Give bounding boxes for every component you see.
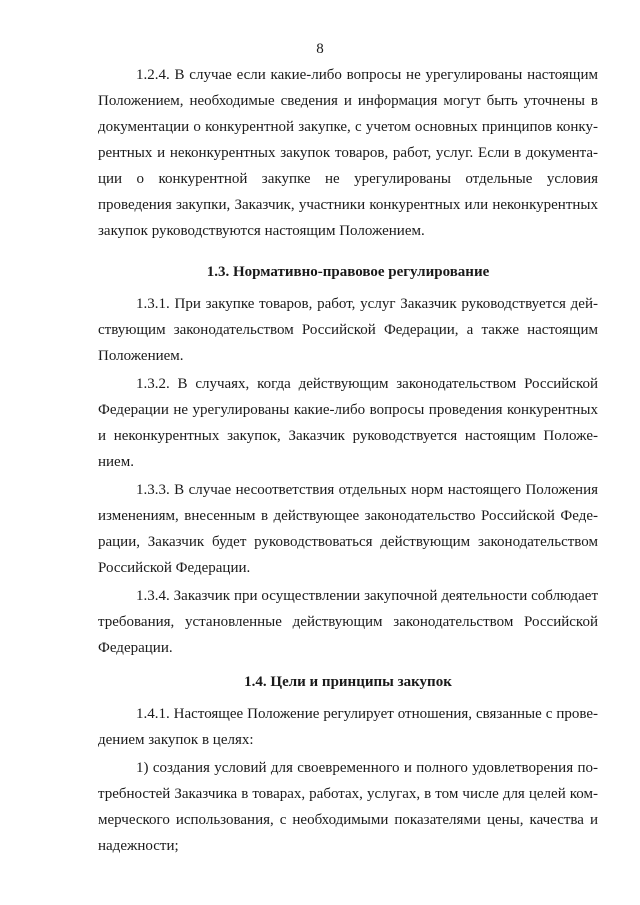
paragraph-1-2-4: 1.2.4. В случае если какие-либо вопросы не урегулированы настоящим Положением, необходимые сведения и информация могут быть уточнены в документации о конкурентной закупке, с учетом основных принципов конкурентных и неконкурентных закупок товаров, работ, услуг. Если в документации о конкурентной закупке не урегулированы отдельные условия проведения закупки, Заказчик, участники конкурентных или неконкурентных закупок руководствуются настоящим Положением. (98, 67, 598, 239)
paragraph-1-3-4: 1.3.4. Заказчик при осуществлении закупочной деятельности соблюдает требования, установленные действующим законодательством Российской Федерации. (98, 588, 598, 656)
page-number: 8 (316, 41, 324, 57)
list-item-1: 1) создания условий для своевременного и полного удовлетворения потребностей Заказчика в товарах, работах, услугах, в том числе для целей коммерческого использования, с необходимыми показателями цены, качества и надежности; (98, 760, 598, 854)
section-heading-1-4: 1.4. Цели и принципы закупок (244, 674, 452, 690)
paragraph-1-3-2: 1.3.2. В случаях, когда действующим законодательством Российской Федерации не урегулированы какие-либо вопросы проведения конкурентных и неконкурентных закупок, Заказчик руководствуется настоящим Положением. (98, 376, 598, 470)
document-body (98, 62, 598, 859)
paragraph-1-3-3: 1.3.3. В случае несоответствия отдельных норм настоящего Положения изменениям, внесенным в действующее законодательство Российской Федерации, Заказчик будет руководствоваться действующим законодательством Российской Федерации. (98, 482, 598, 576)
paragraph-1-4-1: 1.4.1. Настоящее Положение регулирует отношения, связанные с проведением закупок в целях: (98, 706, 598, 748)
paragraph-1-3-1: 1.3.1. При закупке товаров, работ, услуг Заказчик руководствуется действующим законодательством Российской Федерации, а также настоящим Положением. (98, 296, 598, 364)
section-heading-1-3: 1.3. Нормативно-правовое регулирование (206, 264, 490, 280)
